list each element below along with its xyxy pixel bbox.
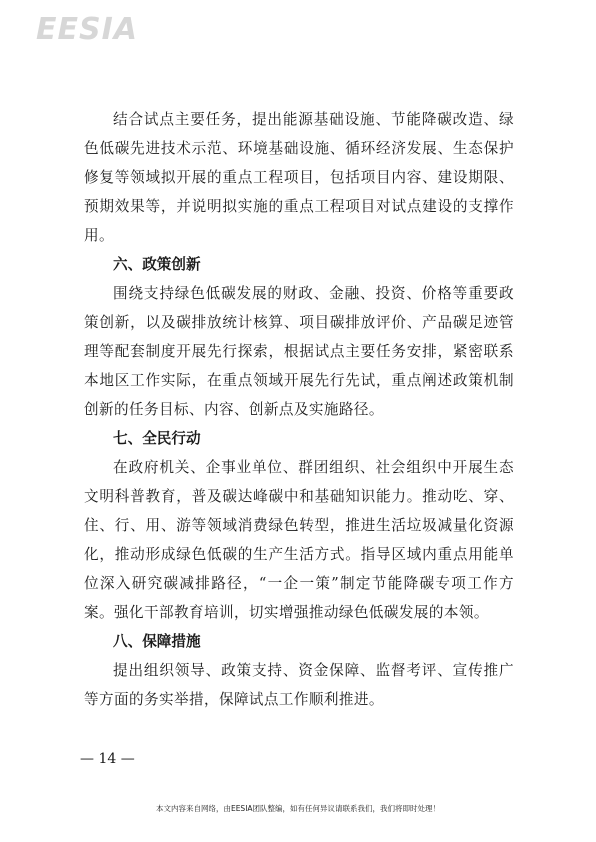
section-heading-public-action: 七、全民行动 bbox=[113, 430, 201, 447]
paragraph-public-action: 在政府机关、企事业单位、群团组织、社会组织中开展生态文明科普教育，普及碳达峰碳中和基础知识能力。推动吃、穿、住、行、用、游等领域消费绿色转型，推进生活垃圾减量化资源化，推动形成绿色低碳的生产生活方式。指导区域内重点用能单位深入研究碳减排路径，“一企一策”制定节能降碳专项工作方案。强化干部教育培训，切实增强推动绿色低碳发展的本领。 bbox=[84, 459, 514, 621]
paragraph-policy-innovation: 围绕支持绿色低碳发展的财政、金融、投资、价格等重要政策创新，以及碳排放统计核算、项目碳排放评价、产品碳足迹管理等配套制度开展先行探索，根据试点主要任务安排，紧密联系本地区工作实际，在重点领域开展先行先试，重点阐述政策机制创新的任务目标、内容、创新点及实施路径。 bbox=[84, 285, 514, 418]
document-body bbox=[84, 105, 514, 714]
footer-notice: 本文内容来自网络，由EESIA团队整编，如有任何异议请联系我们，我们将即时处理！ bbox=[155, 804, 441, 813]
section-heading-policy-innovation: 六、政策创新 bbox=[113, 256, 201, 273]
paragraph-safeguards: 提出组织领导、政策支持、资金保障、监督考评、宣传推广等方面的务实举措，保障试点工作顺利推进。 bbox=[84, 662, 514, 708]
section-heading-safeguards: 八、保障措施 bbox=[113, 633, 201, 650]
eesia-watermark-logo: EESIA bbox=[36, 12, 138, 47]
paragraph-key-projects: 结合试点主要任务，提出能源基础设施、节能降碳改造、绿色低碳先进技术示范、环境基础设施、循环经济发展、生态保护修复等领域拟开展的重点工程项目，包括项目内容、建设期限、预期效果等，并说明拟实施的重点工程项目对试点建设的支撑作用。 bbox=[84, 111, 514, 244]
page-number: — 14 — bbox=[80, 751, 135, 767]
